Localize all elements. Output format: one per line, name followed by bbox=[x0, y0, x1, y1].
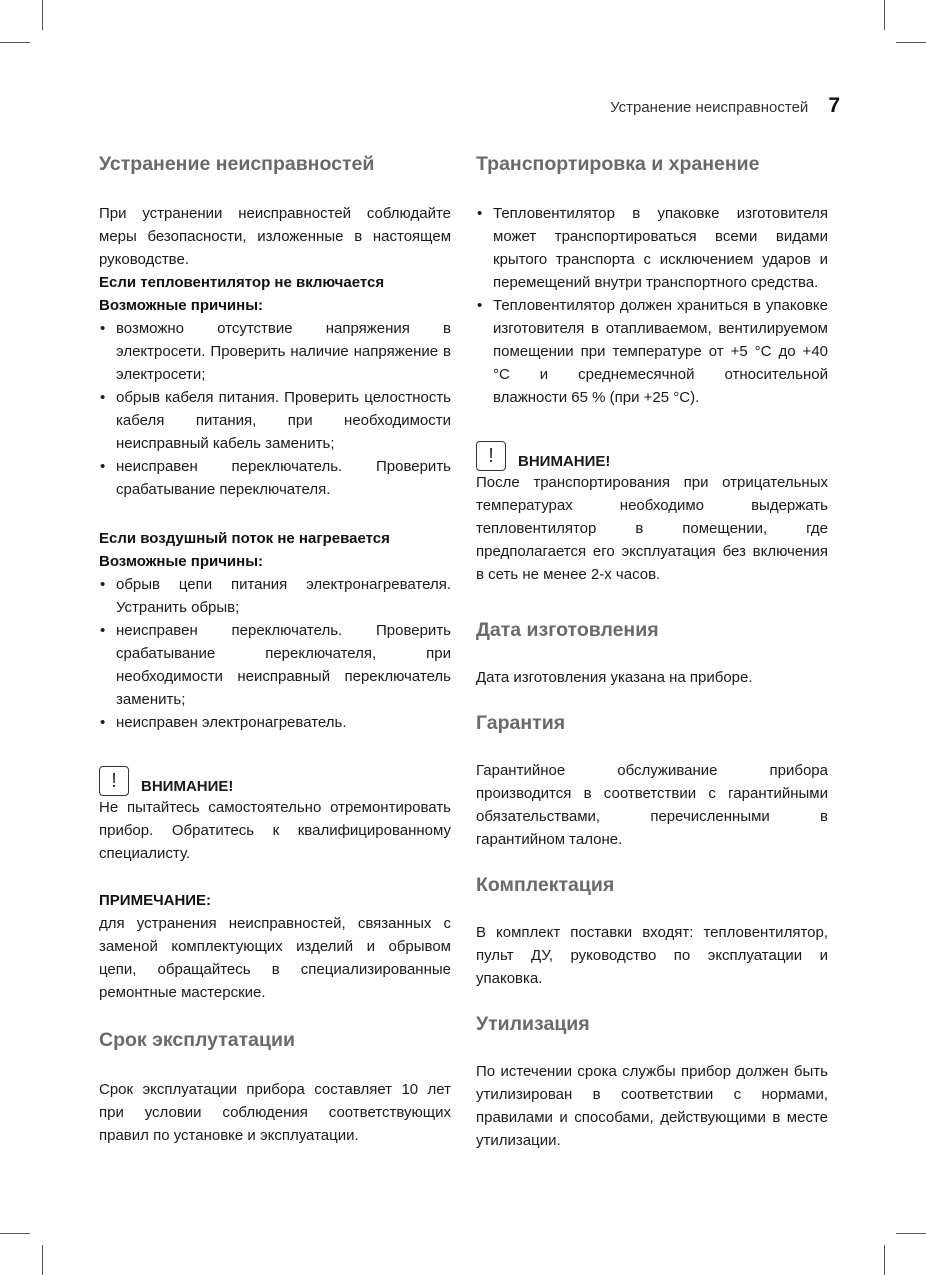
warning-block bbox=[99, 766, 451, 796]
list-item: • неисправен электронагреватель. bbox=[99, 711, 451, 734]
manufacture-date-text: Дата изготовления указана на приборе. bbox=[476, 669, 753, 686]
case1-causes-list bbox=[99, 317, 451, 501]
list-item: • обрыв кабеля питания. Проверить целостность кабеля питания, при необходимости неисправный кабель заменить; bbox=[99, 386, 451, 455]
troubleshooting-intro: При устранении неисправностей соблюдайте меры безопасности, изложенные в настоящем руководстве. bbox=[99, 205, 451, 268]
list-item: • неисправен переключатель. Проверить срабатывание переключателя, при необходимости неисправный переключатель заменить; bbox=[99, 619, 451, 711]
note-text: для устранения неисправностей, связанных с заменой комплектующих изделий и обрывом цепи, обращайтесь в специализированные ремонтные мастерские. bbox=[99, 915, 451, 1001]
package-section bbox=[476, 871, 828, 990]
case2-causes-label: Возможные причины: bbox=[99, 553, 263, 570]
list-item: • Тепловентилятор должен храниться в упаковке изготовителя в отапливаемом, вентилируемом помещении при температуре от +5 °С до +40 °С и среднемесячной относительной влажности 65 % (при +25 °С). bbox=[476, 294, 828, 409]
transport-section bbox=[476, 150, 828, 586]
warranty-heading: Гарантия bbox=[476, 712, 566, 734]
running-header-title: Устранение неисправностей bbox=[610, 99, 809, 116]
warning-label: ВНИМАНИЕ! bbox=[518, 453, 611, 470]
crop-mark bbox=[884, 0, 885, 30]
service-life-section bbox=[99, 1026, 451, 1147]
crop-mark bbox=[896, 1233, 926, 1234]
case2-title: Если воздушный поток не нагревается bbox=[99, 530, 390, 547]
page-number: 7 bbox=[828, 94, 840, 117]
warranty-section bbox=[476, 709, 828, 851]
case1-causes-label: Возможные причины: bbox=[99, 297, 263, 314]
crop-mark bbox=[0, 42, 30, 43]
note-label: ПРИМЕЧАНИЕ: bbox=[99, 892, 212, 909]
left-column bbox=[99, 150, 451, 1147]
package-heading: Комплектация bbox=[476, 874, 615, 896]
warning-block bbox=[476, 441, 828, 471]
list-item: • возможно отсутствие напряжения в электросети. Проверить наличие напряжение в электросети; bbox=[99, 317, 451, 386]
warning-label: ВНИМАНИЕ! bbox=[141, 778, 234, 795]
warning-icon: ! bbox=[476, 441, 506, 471]
service-life-text: Срок эксплуатации прибора составляет 10 лет при условии соблюдения соответствующих правил по установке и эксплуатации. bbox=[99, 1081, 451, 1144]
warning-icon: ! bbox=[99, 766, 129, 796]
manufacture-date-heading: Дата изготовления bbox=[476, 619, 659, 641]
case2-causes-list bbox=[99, 573, 451, 734]
disposal-heading: Утилизация bbox=[476, 1013, 590, 1035]
right-column bbox=[476, 150, 828, 1152]
disposal-text: По истечении срока службы прибор должен быть утилизирован в соответствии с нормами, правилами и способами, действующими в месте утилизации. bbox=[476, 1063, 828, 1149]
case1-title: Если тепловентилятор не включается bbox=[99, 274, 385, 291]
warning-text: Не пытайтесь самостоятельно отремонтировать прибор. Обратитесь к квалифицированному специалисту. bbox=[99, 799, 451, 862]
manufacture-date-section bbox=[476, 616, 828, 689]
warning-text: После транспортирования при отрицательных температурах необходимо выдержать тепловентилятор в помещении, где предполагается его эксплуатация без включения в сеть не менее 2-х часов. bbox=[476, 474, 828, 583]
transport-list bbox=[476, 202, 828, 409]
crop-mark bbox=[0, 1233, 30, 1234]
disposal-section bbox=[476, 1010, 828, 1152]
crop-mark bbox=[42, 1245, 43, 1275]
running-header bbox=[610, 94, 840, 118]
crop-mark bbox=[896, 42, 926, 43]
crop-mark bbox=[42, 0, 43, 30]
warranty-text: Гарантийное обслуживание прибора производится в соответствии с гарантийными обязательствами, перечисленными в гарантийном талоне. bbox=[476, 762, 828, 848]
package-text: В комплект поставки входят: тепловентилятор, пульт ДУ, руководство по эксплуатации и упаковка. bbox=[476, 924, 828, 987]
transport-heading: Транспортировка и хранение bbox=[476, 153, 760, 175]
list-item: • Тепловентилятор в упаковке изготовителя может транспортироваться всеми видами крытого транспорта с исключением ударов и перемещений внутри транспортного средства. bbox=[476, 202, 828, 294]
list-item: • неисправен переключатель. Проверить срабатывание переключателя. bbox=[99, 455, 451, 501]
troubleshooting-section bbox=[99, 150, 451, 1004]
crop-mark bbox=[884, 1245, 885, 1275]
list-item: • обрыв цепи питания электронагревателя. Устранить обрыв; bbox=[99, 573, 451, 619]
service-life-heading: Срок эксплутатации bbox=[99, 1029, 295, 1051]
troubleshooting-heading: Устранение неисправностей bbox=[99, 153, 375, 175]
